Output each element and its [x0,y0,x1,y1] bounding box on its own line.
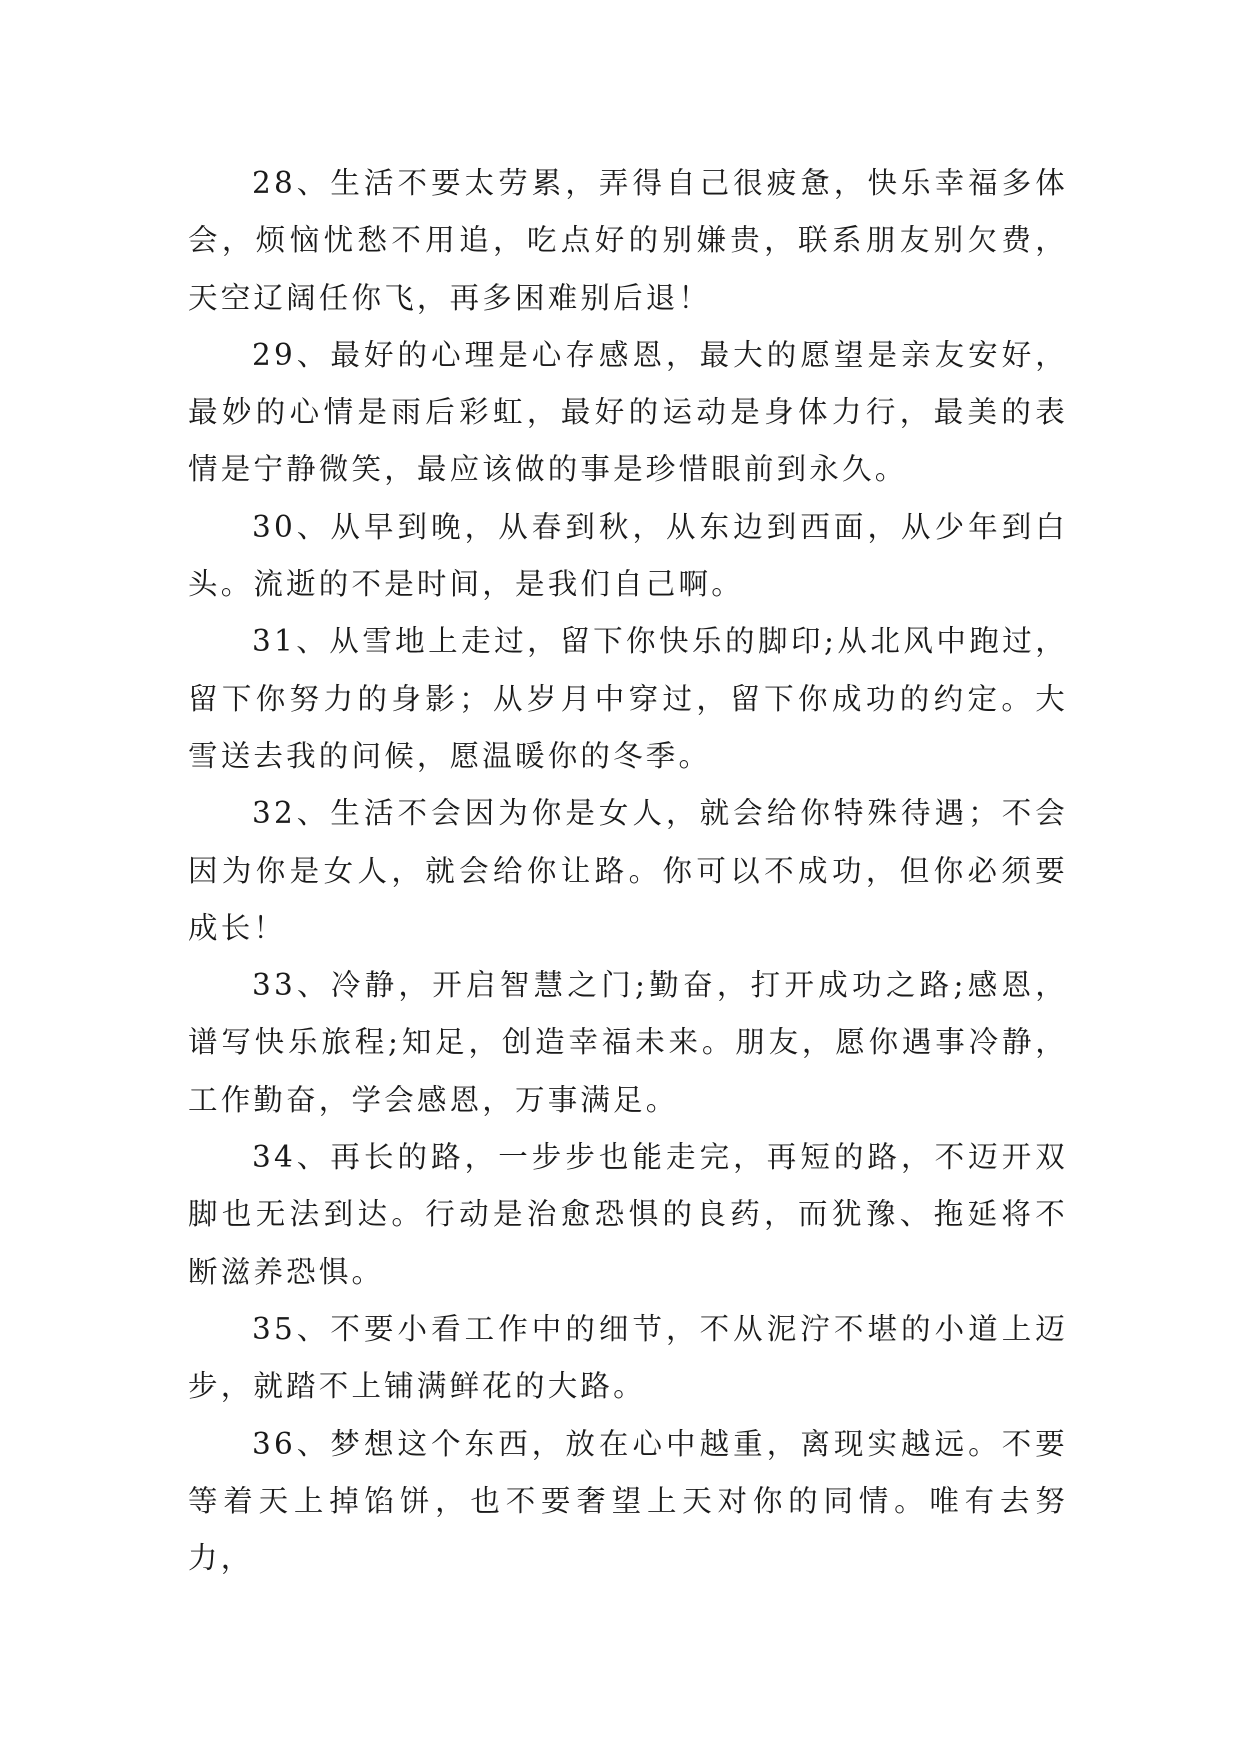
paragraph-32: 32、生活不会因为你是女人，就会给你特殊待遇；不会因为你是女人，就会给你让路。你可以不成功，但你必须要成长！ [188,796,1068,945]
paragraph-35: 35、不要小看工作中的细节，不从泥泞不堪的小道上迈步，就踏不上铺满鲜花的大路。 [188,1311,1068,1404]
paragraph-30: 30、从早到晚，从春到秋，从东边到西面，从少年到白头。流逝的不是时间，是我们自己啊。 [188,509,1068,602]
paragraph-36: 36、梦想这个东西，放在心中越重，离现实越远。不要等着天上掉馅饼，也不要奢望上天对你的同情。唯有去努力， [188,1426,1068,1576]
paragraph-28: 28、生活不要太劳累，弄得自己很疲惫，快乐幸福多体会，烦恼忧愁不用追，吃点好的别嫌贵，联系朋友别欠费，天空辽阔任你飞，再多困难别后退！ [188,166,1068,315]
paragraph-33: 33、冷静，开启智慧之门;勤奋，打开成功之路;感恩，谱写快乐旅程;知足，创造幸福未来。朋友，愿你遇事冷静，工作勤奋，学会感恩，万事满足。 [188,968,1068,1117]
document-body [188,155,1068,1587]
paragraph-34: 34、再长的路，一步步也能走完，再短的路，不迈开双脚也无法到达。行动是治愈恐惧的良药，而犹豫、拖延将不断滋养恐惧。 [188,1140,1068,1289]
paragraph-29: 29、最好的心理是心存感恩，最大的愿望是亲友安好，最妙的心情是雨后彩虹，最好的运动是身体力行，最美的表情是宁静微笑，最应该做的事是珍惜眼前到永久。 [188,337,1068,487]
paragraph-31: 31、从雪地上走过，留下你快乐的脚印;从北风中跑过，留下你努力的身影；从岁月中穿过，留下你成功的约定。大雪送去我的问候，愿温暖你的冬季。 [188,624,1068,773]
